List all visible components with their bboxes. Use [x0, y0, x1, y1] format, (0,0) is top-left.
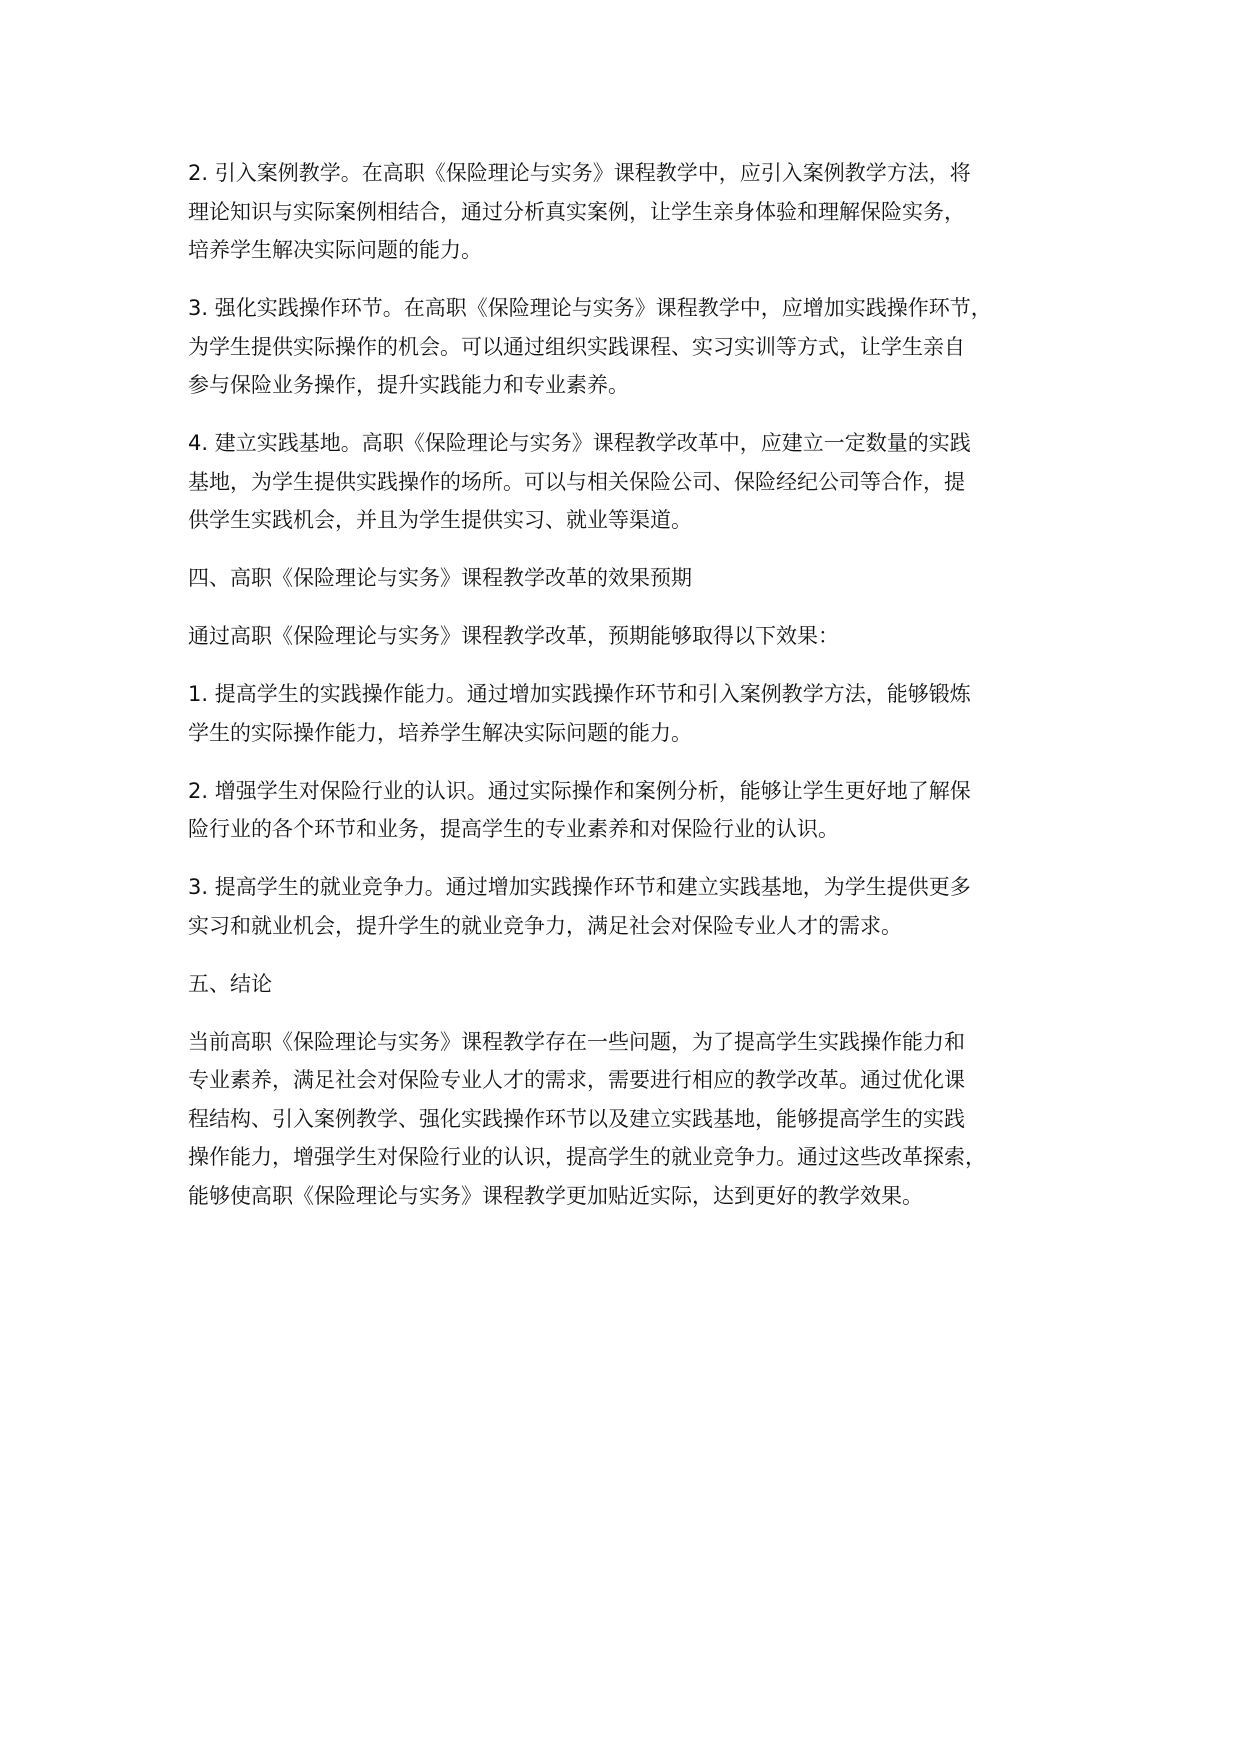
- text-line: 实习和就业机会，提升学生的就业竞争力，满足社会对保险专业人才的需求。: [188, 913, 902, 938]
- text-line: 3. 提高学生的就业竞争力。通过增加实践操作环节和建立实践基地，为学生提供更多: [188, 875, 971, 899]
- text-line: 险行业的各个环节和业务，提高学生的专业素养和对保险行业的认识。: [188, 817, 839, 841]
- text-line: 学生的实际操作能力，培养学生解决实际问题的能力。: [188, 720, 692, 745]
- text-line: 为学生提供实际操作的机会。可以通过组织实践课程、实习实训等方式，让学生亲自: [188, 334, 965, 359]
- text-line: 程结构、引入案例教学、强化实践操作环节以及建立实践基地，能够提高学生的实践: [188, 1106, 965, 1131]
- text-line: 理论知识与实际案例相结合，通过分析真实案例，让学生亲身体验和理解保险实务，: [188, 199, 965, 224]
- text-line: 2. 增强学生对保险行业的认识。通过实际操作和案例分析，能够让学生更好地了解保: [188, 778, 971, 803]
- section-heading-conclusion: [188, 965, 1083, 1004]
- text-line: 供学生实践机会，并且为学生提供实习、就业等渠道。: [188, 508, 692, 532]
- text-line: 当前高职《保险理论与实务》课程教学存在一些问题，为了提高学生实践操作能力和: [188, 1029, 965, 1054]
- text-line: 专业素养，满足社会对保险专业人才的需求，需要进行相应的教学改革。通过优化课: [188, 1068, 965, 1092]
- paragraph-conclusion: [188, 1023, 1083, 1216]
- paragraph-practice-base: [188, 424, 1083, 540]
- text-line: 通过高职《保险理论与实务》课程教学改革，预期能够取得以下效果：: [188, 624, 839, 648]
- heading-line: 四、高职《保险理论与实务》课程教学改革的效果预期: [188, 566, 692, 590]
- paragraph-effect-industry-understanding: [188, 772, 1083, 849]
- paragraph-effect-practical-ability: [188, 675, 1083, 752]
- text-line: 4. 建立实践基地。高职《保险理论与实务》课程教学改革中，应建立一定数量的实践: [188, 431, 971, 455]
- section-heading-expected-effects: [188, 559, 1083, 598]
- paragraph-case-teaching: [188, 154, 1083, 270]
- text-line: 1. 提高学生的实践操作能力。通过增加实践操作环节和引入案例教学方法，能够锻炼: [188, 682, 971, 706]
- text-line: 操作能力，增强学生对保险行业的认识，提高学生的就业竞争力。通过这些改革探索，: [188, 1145, 986, 1169]
- text-line: 能够使高职《保险理论与实务》课程教学更加贴近实际，达到更好的教学效果。: [188, 1183, 923, 1208]
- document-body: [188, 154, 1083, 1235]
- text-line: 2. 引入案例教学。在高职《保险理论与实务》课程教学中，应引入案例教学方法，将: [188, 161, 971, 185]
- paragraph-effects-intro: [188, 617, 1083, 656]
- text-line: 基地，为学生提供实践操作的场所。可以与相关保险公司、保险经纪公司等合作，提: [188, 469, 965, 494]
- text-line: 参与保险业务操作，提升实践能力和专业素养。: [188, 373, 629, 397]
- text-line: 3. 强化实践操作环节。在高职《保险理论与实务》课程教学中，应增加实践操作环节，: [188, 296, 992, 320]
- text-line: 培养学生解决实际问题的能力。: [188, 238, 482, 262]
- heading-line: 五、结论: [188, 971, 272, 996]
- paragraph-effect-employment: [188, 868, 1083, 945]
- paragraph-practice-operations: [188, 289, 1083, 405]
